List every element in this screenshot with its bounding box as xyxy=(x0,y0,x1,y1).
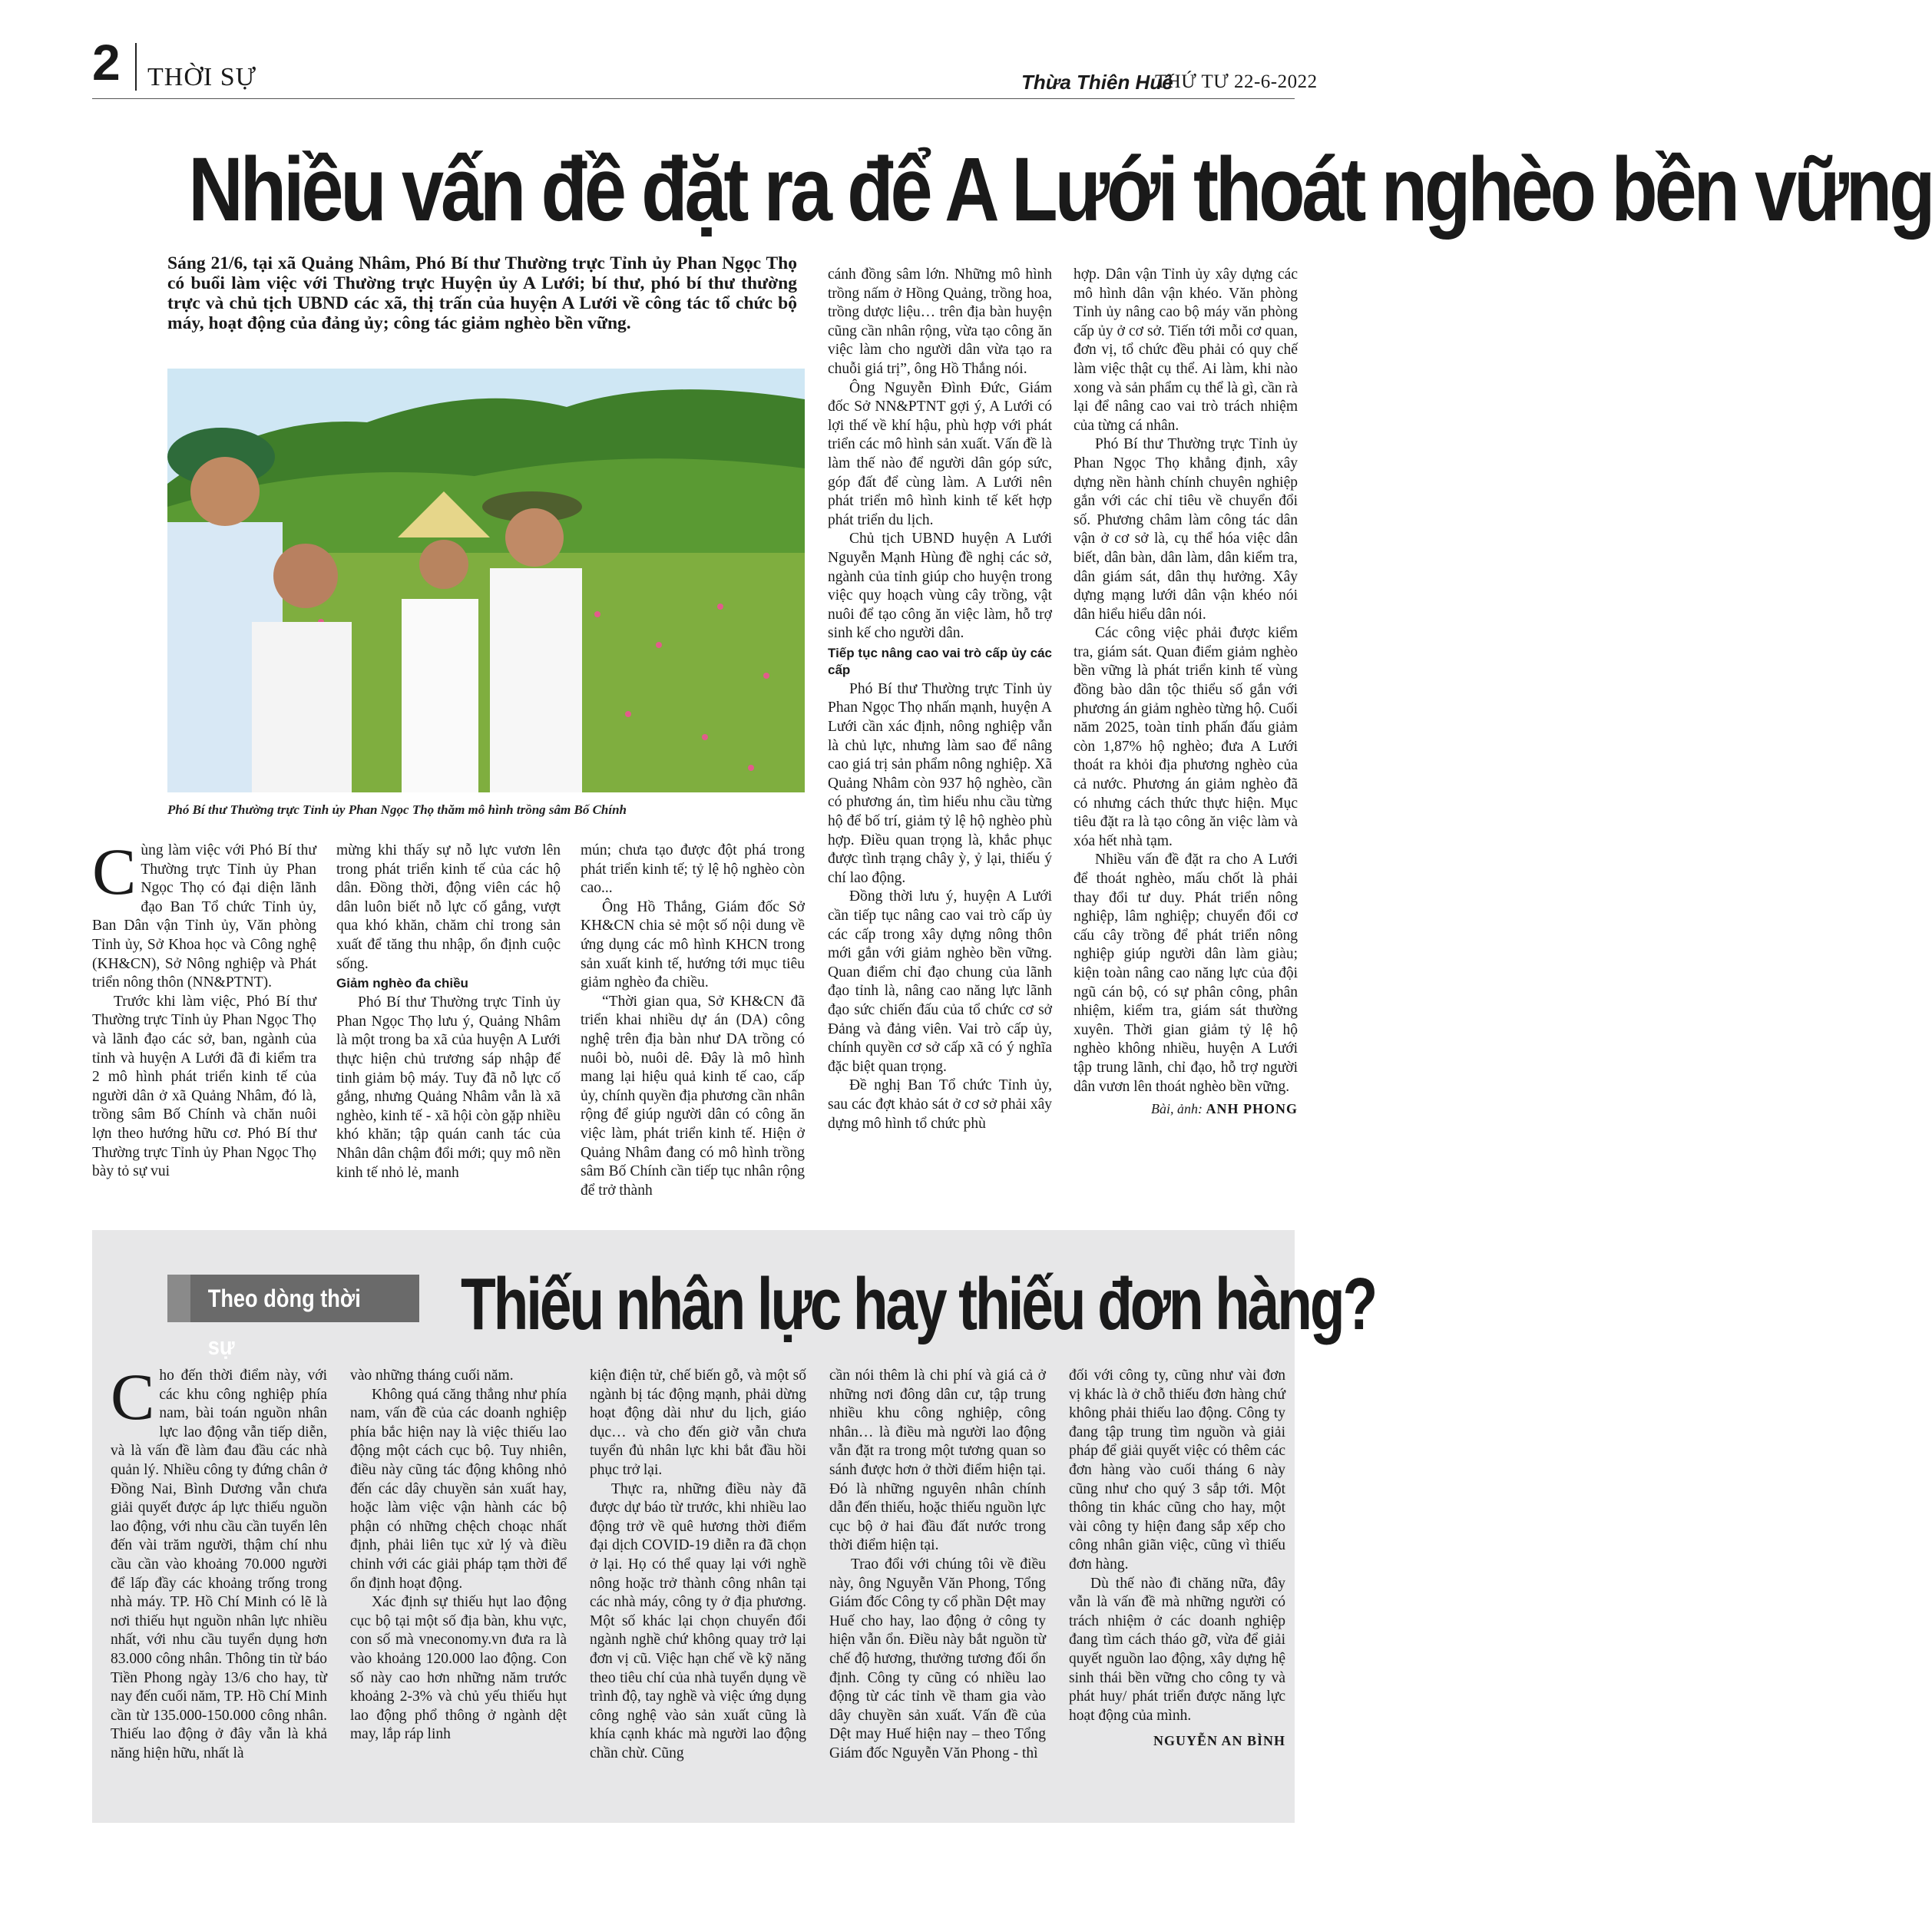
newspaper-name: Thừa Thiên Huế xyxy=(1021,71,1173,94)
paragraph: Phó Bí thư Thường trực Tỉnh ủy Phan Ngọc Thọ khẳng định, xây dựng nền hành chính chuyên nghiệp gắn với các chỉ tiêu về chuyển đổi số. Phương châm làm công tác dân vận ở cơ sở là, cụ thể hóa việc dân biết, dân bàn, dân làm, dân kiểm tra, dân giám sát, dân thụ hưởng. Xây dựng mạng lưới dân vận khéo nói dân hiểu hiểu dân nói. xyxy=(1074,436,1298,623)
byline xyxy=(1074,1100,1298,1119)
drop-cap: C xyxy=(92,835,137,908)
paragraph: Cùng làm việc với Phó Bí thư Thường trực Tỉnh ủy Phan Ngọc Thọ có đại diện lãnh đạo Ban Tổ chức Tỉnh ủy, Ban Dân vận Tỉnh ủy, Văn phòng Tỉnh ủy, Sở Khoa học và Công nghệ (KH&CN), Sở Nông nghiệp và Phát triển nông thôn (NN&PTNT). xyxy=(92,835,316,991)
paragraph: Không quá căng thẳng như phía nam, vấn đề của các doanh nghiệp phía bắc hiện nay là việc thiếu lao động một cách cục bộ. Tuy nhiên, điều này cũng tác động không nhỏ đến các dây chuyền sản xuất hay, hoặc làm việc vận hành các bộ phận có những chệch choạc nhất định, phải liên tục xử lý và điều chỉnh với các giải pháp tạm thời để ổn định hoạt động. xyxy=(350,1386,567,1592)
opinion-column-1 xyxy=(111,1360,327,1763)
paragraph: Phó Bí thư Thường trực Tỉnh ủy Phan Ngọc Thọ nhấn mạnh, huyện A Lưới cần xác định, nông nghiệp vẫn là chủ lực, nhưng làm sao để nâng cao giá trị sản phẩm nông nghiệp. Xã Quảng Nhâm còn 937 hộ nghèo, cần có phương án, tìm hiểu nhu cầu từng hộ để bố trí, giảm tỷ lệ hộ nghèo phù hợp. Điều quan trọng là, khắc phục được tình trạng chây ỳ, ỷ lại, thiếu ý chí lao động. xyxy=(828,680,1052,886)
paragraph: kiện điện tử, chế biến gỗ, và một số ngành bị tác động mạnh, phải dừng hoạt động dài như du lịch, giáo dục… và cho đến giờ vẫn chưa tuyển đủ nhân lực khi bắt đầu hồi phục trở lại. xyxy=(590,1368,806,1478)
paragraph: Trao đổi với chúng tôi về điều này, ông Nguyễn Văn Phong, Tổng Giám đốc Công ty cổ phần Dệt may Huế cho hay, lao động ở công ty hiện vẫn ổn. Điều này bắt nguồn từ chế độ hương, thưởng tương đối ổn định. Công ty cũng có nhiều lao động từ các tỉnh về tham gia vào dây chuyền sản xuất. Vấn đề của Dệt may Huế hiện nay – theo Tổng Giám đốc Nguyễn Văn Phong - thì xyxy=(829,1556,1046,1761)
byline-prefix: Bài, ảnh: xyxy=(1151,1101,1203,1117)
issue-date: THỨ TƯ 22-6-2022 xyxy=(1155,71,1318,92)
opinion-column-4 xyxy=(829,1367,1046,1763)
photo-caption: Phó Bí thư Thường trực Tỉnh ủy Phan Ngọc Thọ thăm mô hình trồng sâm Bố Chính xyxy=(167,802,627,817)
paragraph: mừng khi thấy sự nỗ lực vươn lên trong phát triển kinh tế của các hộ dân. Đồng thời, động viên các hộ dân luôn biết nỗ lực cố gắng, vượt qua khó khăn, chăm chỉ trong sản xuất để tăng thu nhập, ổn định cuộc sống. xyxy=(336,842,561,972)
paragraph: “Thời gian qua, Sở KH&CN đã triển khai nhiều dự án (DA) công nghệ trên địa bàn như DA trồng có nuôi bò, nuôi dê. Đây là mô hình mang lại hiệu quả kinh tế cao, cấp ủy, chính quyền địa phương cần nhân rộng để giúp người dân có công ăn việc làm, phát triển kinh tế. Hiện ở Quảng Nhâm đang có mô hình trồng sâm Bố Chính cần tiếp tục nhân rộng để trở thành xyxy=(581,993,806,1199)
paragraph: đối với công ty, cũng như vài đơn vị khác là ở chỗ thiếu đơn hàng chứ không phải thiếu lao động. Công ty đang tập trung tìm nguồn và giải pháp để giải quyết việc có thêm các đơn hàng vào cuối tháng 6 này cũng như cho quý 3 sắp tới. Một thông tin khác cũng cho hay, một vài công ty hiện đang sắp xếp cho công nhân giãn việc, cũng vì thiếu đơn hàng. xyxy=(1069,1368,1285,1573)
section-name: THỜI SỰ xyxy=(147,63,256,91)
paragraph: cần nói thêm là chi phí và giá cả ở những nơi đông dân cư, tập trung nhiều khu công nghiệp, công nhân… là điều mà người lao động vẫn đặt ra trong một tương quan so sánh được hơn ở thời điểm hiện tại. Đó là những nguyên nhân chính dẫn đến thiếu, hoặc thiếu nguồn lực cục bộ ở hai đầu đất nước trong thời điểm hiện tại. xyxy=(829,1368,1046,1554)
opinion-column-2 xyxy=(350,1367,567,1745)
subheading: Giảm nghèo đa chiều xyxy=(336,976,468,991)
opinion-column-5 xyxy=(1069,1367,1285,1751)
paragraph: Ông Hồ Thắng, Giám đốc Sở KH&CN chia sẻ một số nội dung về ứng dụng các mô hình KHCN trong sản xuất kinh tế, hướng tới mục tiêu giảm nghèo đa chiều. xyxy=(581,898,805,991)
paragraph: Thực ra, những điều này đã được dự báo từ trước, khi nhiều lao động trở về quê hương thời điểm đại dịch COVID-19 diễn ra đã chọn ở lại. Họ có thể quay lại với nghề nông hoặc trở thành công nhân tại các nhà máy, công ty ở địa phương. Một số khác lại chọn chuyển đổi ngành nghề chứ không quay trở lại đơn vị cũ. Việc hạn chế về kỹ năng theo tiêu chí của nhà tuyển dụng về trình độ, tay nghề và việc ứng dụng công nghệ vào sản xuất cũng là khía cạnh khác mà người lao động chần chừ. Cũng xyxy=(590,1480,806,1761)
paragraph: Đồng thời lưu ý, huyện A Lưới cần tiếp tục nâng cao vai trò cấp ủy các cấp trong xây dựng nông thôn mới gắn với giảm nghèo bền vững. Quan điểm chỉ đạo chung của lãnh đạo tỉnh là, nâng cao năng lực lãnh đạo sức chiến đấu của tổ chức cơ sở Đảng và đảng viên. Vai trò cấp ủy, chính quyền cơ sở cấp xã có ý nghĩa đặc biệt quan trọng. xyxy=(828,888,1052,1075)
paragraph: Ông Nguyễn Đình Đức, Giám đốc Sở NN&PTNT gợi ý, A Lưới có lợi thế về khí hậu, phù hợp với phát triển các mô hình sản xuất. Vấn đề là làm thế nào để người dân góp sức, góp đất để cùng làm. A Lưới nên phát triển mô hình kinh tế kết hợp phát triển du lịch. xyxy=(828,379,1052,528)
paragraph: Cho đến thời điểm này, với các khu công nghiệp phía nam, bài toán nguồn nhân lực lao động vẫn tiếp diễn, và là vấn đề làm đau đầu các nhà quản lý. Nhiều công ty đứng chân ở Đồng Nai, Bình Dương vẫn chưa giải quyết được áp lực thiếu nguồn lao động, với nhu cầu cần tuyển lên đến vài trăm người, thậm chí nhu cầu cần vào khoảng 70.000 người để lấp đầy các khoảng trống trong nhà máy. TP. Hồ Chí Minh có lẽ là nơi thiếu hụt nguồn nhân lực nhiều nhất, với nhu cầu tuyển dụng hơn 83.000 công nhân. Thông tin từ báo Tiền Phong ngày 13/6 cho hay, từ nay đến cuối năm, TP. Hồ Chí Minh cần từ 135.000-150.000 công nhân. Thiếu lao động ở đây vẫn là khả năng hiện hữu, nhất là xyxy=(111,1360,327,1761)
paragraph: Chủ tịch UBND huyện A Lưới Nguyễn Mạnh Hùng đề nghị các sở, ngành của tỉnh giúp cho huyện trong việc quy hoạch vùng cây trồng, vật nuôi để tạo công ăn việc làm, hỗ trợ sinh kế cho người dân. xyxy=(828,531,1052,642)
article-photo xyxy=(167,369,805,792)
article-column-4 xyxy=(828,266,1052,1133)
paragraph: hợp. Dân vận Tỉnh ủy xây dựng các mô hình dân vận khéo. Văn phòng Tỉnh ủy nâng cao bộ máy văn phòng cấp ủy ở cơ sở. Tiến tới mỗi cơ quan, đơn vị, tổ chức đều phải có quy chế làm việc thật cụ thể. Ai làm, khi nào xong và sản phẩm cụ thể là gì, cần rà lại để nâng cao vai trò trách nhiệm của từng cá nhân. xyxy=(1074,266,1298,434)
page-number: 2 xyxy=(92,34,121,91)
subheading: Tiếp tục nâng cao vai trò cấp ủy các cấp xyxy=(828,645,1052,677)
paragraph: mún; chưa tạo được đột phá trong phát triển kinh tế; tỷ lệ hộ nghèo còn cao... xyxy=(581,842,805,897)
paragraph: Đề nghị Ban Tổ chức Tỉnh ủy, sau các đợt khảo sát ở cơ sở phải xây dựng mô hình tổ chức phù xyxy=(828,1077,1052,1132)
opinion-column-3 xyxy=(590,1367,806,1763)
author-signature: NGUYỄN AN BÌNH xyxy=(1153,1733,1285,1749)
drop-cap: C xyxy=(111,1360,155,1434)
header-divider xyxy=(135,43,137,91)
paragraph: cánh đồng sâm lớn. Những mô hình trồng nấm ở Hồng Quảng, trồng hoa, trồng dược liệu… trên địa bàn huyện cũng cần nhân rộng, vừa tạo công ăn việc làm cho người dân vừa tạo ra chuỗi giá trị”, ông Hồ Thắng nói. xyxy=(828,266,1052,377)
column-tag: Theo dòng thời sự xyxy=(167,1275,419,1322)
paragraph: Xác định sự thiếu hụt lao động cục bộ tại một số địa bàn, khu vực, con số mà vneconomy.vn đưa ra là vào khoảng 120.000 lao động. Con số này cao hơn những năm trước khoảng 2-3% và chủ yếu thiếu hụt lao động phổ thông ở ngành dệt may, lắp ráp linh xyxy=(350,1594,567,1743)
paragraph: vào những tháng cuối năm. xyxy=(350,1368,514,1384)
paragraph: Các công việc phải được kiểm tra, giám sát. Quan điểm giảm nghèo bền vững là phát triển kinh tế vùng đồng bào dân tộc thiểu số gắn với phương án giảm nghèo từng hộ. Cuối năm 2025, toàn tỉnh phấn đấu giảm còn 1,87% hộ nghèo; đưa A Lưới thoát ra khỏi địa phương nghèo của cả nước. Phương án giảm nghèo đã có nhưng cách thức thực hiện. Mục tiêu đặt ra là tạo công ăn việc làm và xóa hết nhà tạm. xyxy=(1074,625,1298,849)
paragraph: Dù thế nào đi chăng nữa, đây vẫn là vấn đề mà những người có trách nhiệm ở các doanh nghiệp đang tìm cách tháo gỡ, vừa để giải quyết nguồn lao động, xây dựng hệ sinh thái bền vững cho công ty và phát huy/ phát triển được năng lực hoạt động của mình. xyxy=(1069,1575,1285,1724)
paragraph: Nhiều vấn đề đặt ra cho A Lưới để thoát nghèo, mấu chốt là phải thay đổi tư duy. Phát triển nông nghiệp, lâm nghiệp; chuyển đổi cơ cấu cây trồng để phát triển nông nghiệp giúp người dân làm giàu; kiện toàn nâng cao năng lực của đội ngũ cán bộ, có sự phân công, phân nhiệm, kiểm tra, giám sát thường xuyên. Thời gian giảm tỷ lệ hộ nghèo không nhiều, huyện A Lưới tập trung lãnh, chỉ đạo, hỗ trợ người dân vươn lên thoát nghèo bền vững. xyxy=(1074,852,1298,1095)
field-visit-photo-icon xyxy=(167,369,805,792)
paragraph: Trước khi làm việc, Phó Bí thư Thường trực Tỉnh ủy Phan Ngọc Thọ và lãnh đạo các sở, ban, ngành của tỉnh và huyện A Lưới đã đi kiểm tra 2 mô hình phát triển kinh tế của người dân ở xã Quảng Nhâm, đó là, trồng sâm Bố Chính và chăn nuôi lợn theo hướng hữu cơ. Phó Bí thư Thường trực Tỉnh ủy Phan Ngọc Thọ bày tỏ sự vui xyxy=(92,993,316,1180)
byline-author: ANH PHONG xyxy=(1206,1101,1298,1117)
article-column-3 xyxy=(581,842,805,1200)
paragraph: Phó Bí thư Thường trực Tỉnh ủy Phan Ngọc Thọ lưu ý, Quảng Nhâm là một trong ba xã của huyện A Lưới thực hiện chủ trương sáp nhập để tinh giảm bộ máy. Tuy đã nỗ lực cố gắng, nhưng Quảng Nhâm vẫn là xã nghèo, kinh tế - xã hội còn gặp nhiều khó khăn; tập quán canh tác của Nhân dân chậm đổi mới; quy mô nền kinh tế nhỏ lẻ, manh xyxy=(336,994,561,1181)
opinion-headline: Thiếu nhân lực hay thiếu đơn hàng? xyxy=(461,1263,1376,1345)
article-headline: Nhiều vấn đề đặt ra để A Lưới thoát nghèo bền vững xyxy=(188,139,1932,240)
article-column-5 xyxy=(1074,266,1298,1119)
article-column-2 xyxy=(336,842,561,1182)
article-column-1 xyxy=(92,835,316,1182)
header-rule xyxy=(92,98,1295,99)
article-lead: Sáng 21/6, tại xã Quảng Nhâm, Phó Bí thư Thường trực Tỉnh ủy Phan Ngọc Thọ có buổi làm việc với Thường trực Huyện ủy A Lưới; bí thư, phó bí thư thường trực và chủ tịch UBND các xã, thị trấn của huyện A Lưới về công tác tổ chức bộ máy, hoạt động của đảng ủy; công tác giảm nghèo bền vững. xyxy=(167,253,797,333)
